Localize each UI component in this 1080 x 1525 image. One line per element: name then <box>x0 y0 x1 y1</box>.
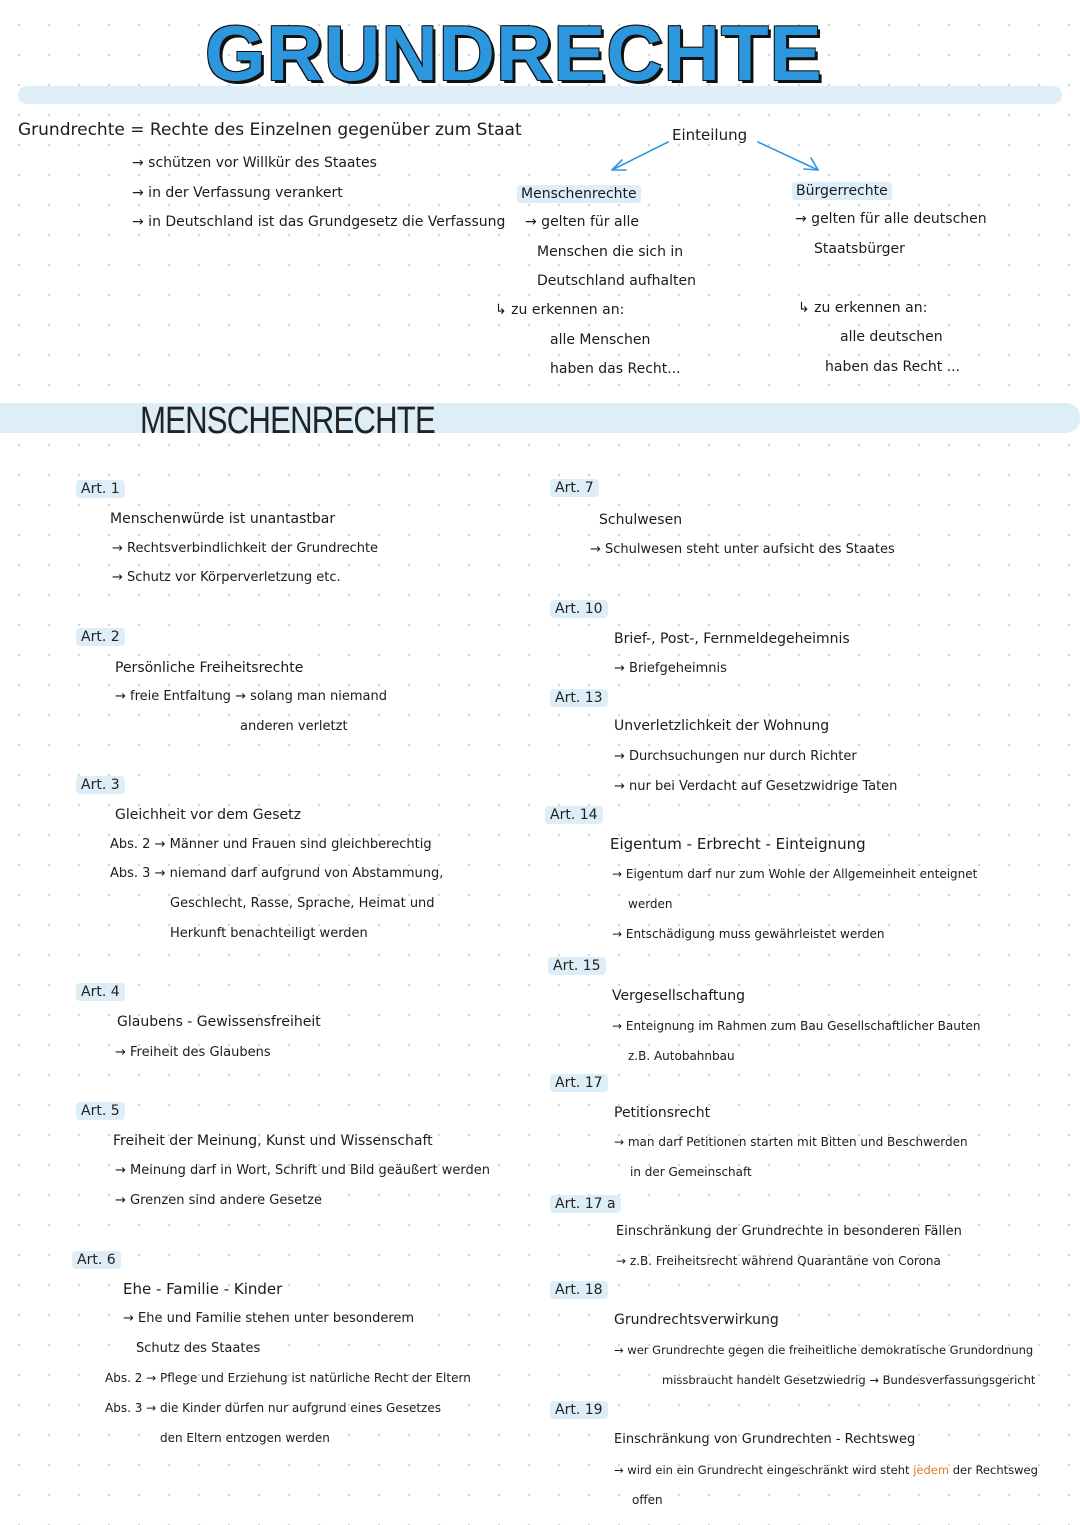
article-line: Schutz des Staates <box>136 1341 261 1356</box>
definition-term: Grundrechte <box>18 120 125 140</box>
article-label: Art. 7 <box>550 479 599 497</box>
article-line: Abs. 3 → niemand darf aufgrund von Abstammung, <box>110 866 444 881</box>
article-line: missbraucht handelt Gesetzwiedrig → Bundesverfassungsgericht <box>662 1373 1036 1387</box>
article-line: → Rechtsverbindlichkeit der Grundrechte <box>112 541 379 556</box>
article-line: → Durchsuchungen nur durch Richter <box>614 749 857 764</box>
article-title: Menschenwürde ist unantastbar <box>110 511 336 527</box>
article-line: → Meinung darf in Wort, Schrift und Bild geäußert werden <box>115 1163 490 1178</box>
article-line <box>614 1463 1038 1477</box>
article-line: → freie Entfaltung → solang man niemand <box>115 689 387 704</box>
article-title: Einschränkung der Grundrechte in besonderen Fällen <box>616 1224 962 1239</box>
article-line: → Grenzen sind andere Gesetze <box>115 1193 323 1208</box>
article-title: Schulwesen <box>599 512 683 528</box>
article-line: z.B. Autobahnbau <box>628 1049 735 1063</box>
article-line: Herkunft benachteiligt werden <box>170 926 368 941</box>
article-line-post: der Rechtsweg <box>952 1463 1038 1477</box>
article-line: Abs. 2 → Männer und Frauen sind gleichberechtig <box>110 837 432 852</box>
article-label: Art. 15 <box>548 957 606 975</box>
article-line: den Eltern entzogen werden <box>160 1431 330 1445</box>
article-title: Petitionsrecht <box>614 1105 711 1121</box>
article-title: Einschränkung von Grundrechten - Rechtsweg <box>614 1432 916 1447</box>
article-line: Geschlecht, Rasse, Sprache, Heimat und <box>170 896 435 911</box>
article-label: Art. 1 <box>76 480 125 498</box>
article-line: → Ehe und Familie stehen unter besonderem <box>123 1311 415 1326</box>
definition-point: → schützen vor Willkür des Staates <box>132 155 377 171</box>
buergerrechte-label: Bürgerrechte <box>792 182 892 200</box>
article-label: Art. 17 a <box>550 1195 621 1213</box>
article-title: Glaubens - Gewissensfreiheit <box>117 1014 321 1030</box>
article-label: Art. 18 <box>550 1281 608 1299</box>
article-line: → Briefgeheimnis <box>614 661 727 676</box>
article-line: → wer Grundrechte gegen die freiheitliche demokratische Grundordnung <box>614 1343 1034 1357</box>
article-title: Vergesellschaftung <box>612 988 746 1004</box>
article-line: → Eigentum darf nur zum Wohle der Allgemeinheit enteignet <box>612 867 978 881</box>
article-line: Abs. 2 → Pflege und Erziehung ist natürliche Recht der Eltern <box>105 1371 471 1385</box>
article-line: → Schulwesen steht unter aufsicht des Staates <box>590 542 895 557</box>
article-line: offen <box>632 1493 663 1507</box>
definition-meaning: Rechte des Einzelnen gegenüber zum Staat <box>149 120 522 140</box>
menschenrechte-line: Menschen die sich in <box>537 244 684 260</box>
article-label: Art. 3 <box>76 776 125 794</box>
menschenrechte-example: alle Menschen <box>550 332 651 348</box>
definition-point: → in Deutschland ist das Grundgesetz die Verfassung <box>132 214 506 230</box>
article-label: Art. 4 <box>76 983 125 1001</box>
article-label: Art. 19 <box>550 1401 608 1419</box>
article-line: → nur bei Verdacht auf Gesetzwidrige Taten <box>614 779 898 794</box>
article-line: → Freiheit des Glaubens <box>115 1045 271 1060</box>
article-line: → Enteignung im Rahmen zum Bau Gesellschaftlicher Bauten <box>612 1019 981 1033</box>
article-line: → z.B. Freiheitsrecht während Quarantäne von Corona <box>616 1254 941 1268</box>
definition-point: → in der Verfassung verankert <box>132 185 343 201</box>
article-label: Art. 5 <box>76 1102 125 1120</box>
buergerrechte-line: Staatsbürger <box>814 241 905 257</box>
buergerrechte-example: haben das Recht ... <box>825 359 961 375</box>
article-label: Art. 2 <box>76 628 125 646</box>
article-title: Gleichheit vor dem Gesetz <box>115 807 301 823</box>
article-line: → man darf Petitionen starten mit Bitten und Beschwerden <box>614 1135 968 1149</box>
article-label: Art. 17 <box>550 1074 608 1092</box>
article-label: Art. 10 <box>550 600 608 618</box>
einteilung-label: Einteilung <box>672 126 748 144</box>
article-line: → Entschädigung muss gewährleistet werden <box>612 927 885 941</box>
article-title: Persönliche Freiheitsrechte <box>115 660 304 676</box>
article-label: Art. 6 <box>72 1251 121 1269</box>
article-title: Unverletzlichkeit der Wohnung <box>614 718 830 734</box>
article-line: Abs. 3 → die Kinder dürfen nur aufgrund eines Gesetzes <box>105 1401 441 1415</box>
menschenrechte-example: haben das Recht... <box>550 361 681 377</box>
menschenrechte-label: Menschenrechte <box>517 185 641 203</box>
article-line-pre: → wird ein ein Grundrecht eingeschränkt wird steht <box>614 1463 910 1477</box>
page-title: GRUNDRECHTE <box>205 9 823 97</box>
article-title: Grundrechtsverwirkung <box>614 1312 779 1328</box>
menschenrechte-recognize: ↳ zu erkennen an: <box>495 302 625 318</box>
section-title: MENSCHENRECHTE <box>140 400 435 442</box>
article-title: Eigentum - Erbrecht - Einteignung <box>610 835 866 853</box>
definition-equals: = <box>130 120 145 140</box>
buergerrechte-line: → gelten für alle deutschen <box>795 211 987 227</box>
buergerrechte-recognize: ↳ zu erkennen an: <box>798 300 928 316</box>
buergerrechte-example: alle deutschen <box>840 329 943 345</box>
menschenrechte-line: → gelten für alle <box>525 214 639 230</box>
article-title: Ehe - Familie - Kinder <box>123 1280 283 1298</box>
article-title: Brief-, Post-, Fernmeldegeheimnis <box>614 631 850 647</box>
article-label: Art. 14 <box>545 806 603 824</box>
menschenrechte-line: Deutschland aufhalten <box>537 273 696 289</box>
article-line: → Schutz vor Körperverletzung etc. <box>112 570 341 585</box>
article-line-emphasis: jedem <box>913 1463 950 1477</box>
article-line: werden <box>628 897 673 911</box>
article-line: anderen verletzt <box>240 719 348 734</box>
article-label: Art. 13 <box>550 689 608 707</box>
article-title: Freiheit der Meinung, Kunst und Wissenschaft <box>113 1133 433 1149</box>
article-line: in der Gemeinschaft <box>630 1165 752 1179</box>
